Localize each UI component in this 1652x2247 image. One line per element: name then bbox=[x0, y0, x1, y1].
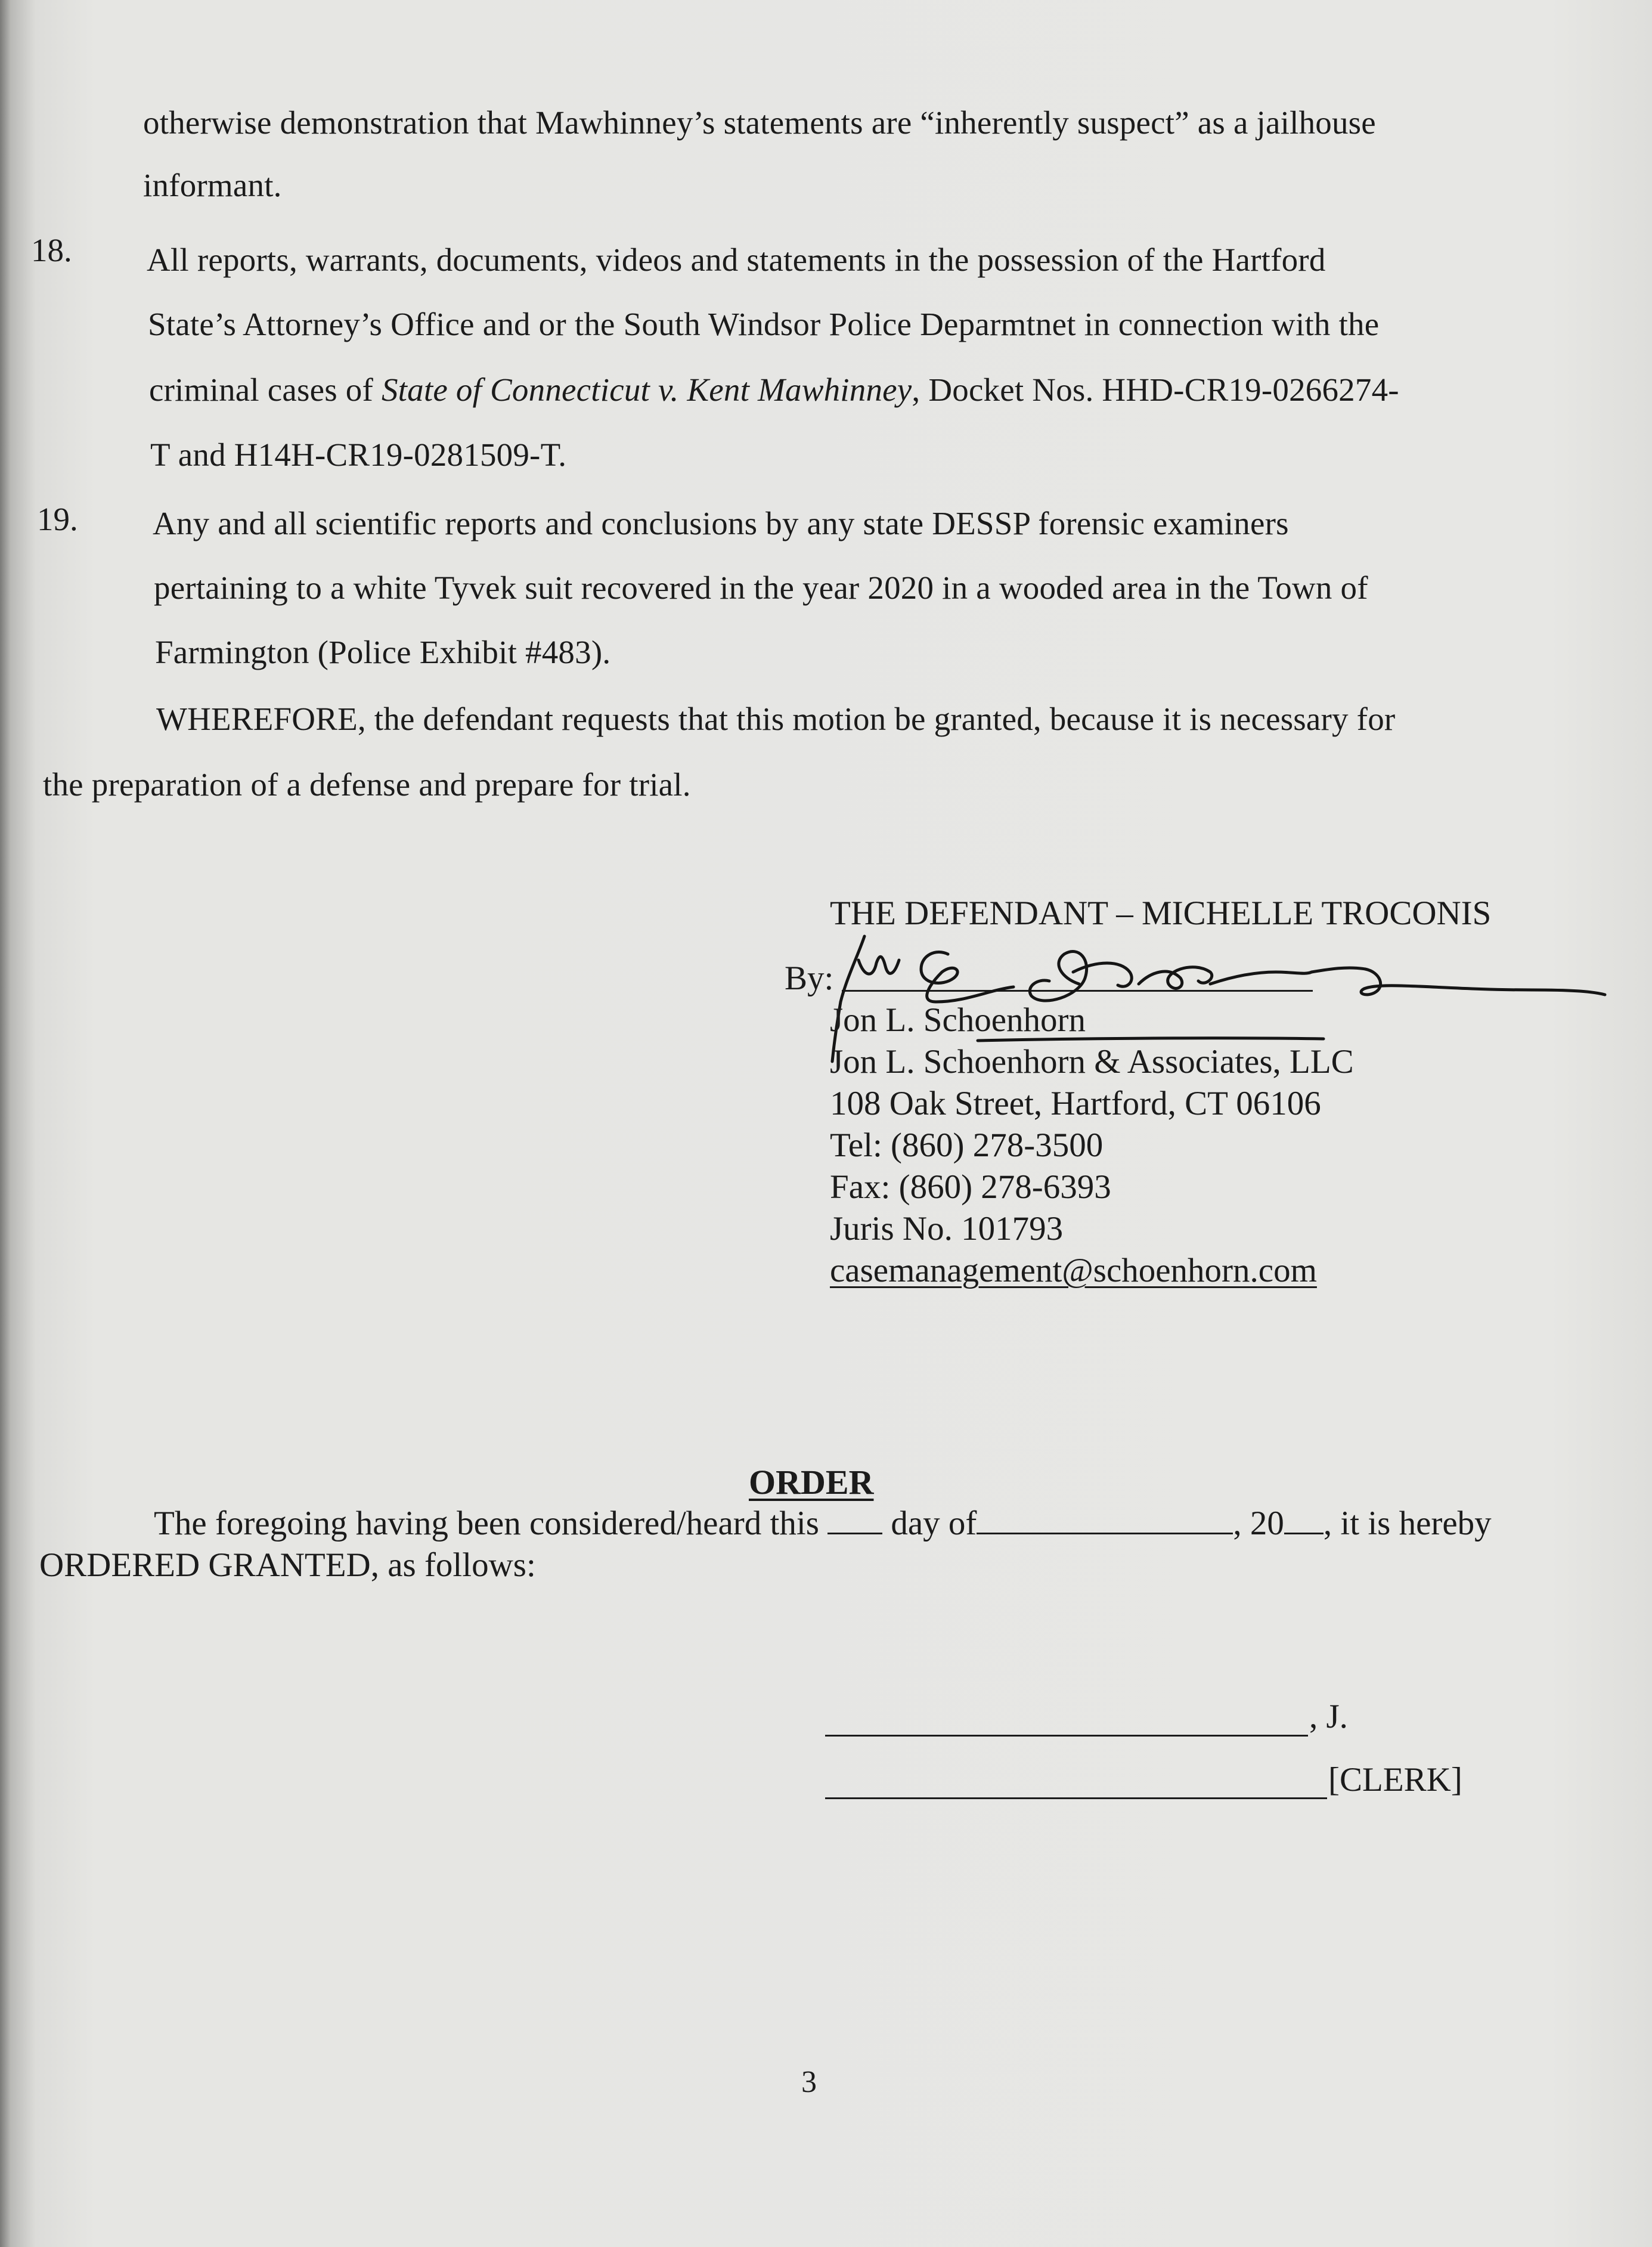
firm-address: 108 Oak Street, Hartford, CT 06106 bbox=[830, 1085, 1321, 1122]
item-18-line-3-prefix: criminal cases of bbox=[149, 372, 382, 408]
firm-fax: Fax: (860) 278-6393 bbox=[830, 1168, 1111, 1206]
item-18-line-2: State’s Attorney’s Office and or the South Windsor Police Deparmtnet in connection with the bbox=[148, 306, 1380, 342]
attorney-name: Jon L. Schoenhorn bbox=[830, 1001, 1086, 1039]
item-19-number: 19. bbox=[37, 501, 78, 537]
juris-number: Juris No. 101793 bbox=[830, 1210, 1064, 1248]
page-number: 3 bbox=[801, 2065, 817, 2099]
item-19-line-2: pertaining to a white Tyvek suit recovered in the year 2020 in a wooded area in the Town of bbox=[154, 570, 1368, 606]
order-line-1 bbox=[154, 1506, 1492, 1540]
item-18-line-1: All reports, warrants, documents, videos and statements in the possession of the Hartford bbox=[147, 242, 1326, 278]
wherefore-line-2: the preparation of a defense and prepare for trial. bbox=[43, 766, 691, 803]
month-blank bbox=[977, 1532, 1233, 1534]
order-text-2: day of bbox=[891, 1505, 977, 1542]
firm-email-link[interactable]: casemanagement@schoenhorn.com bbox=[830, 1252, 1317, 1289]
order-text-4: , it is hereby bbox=[1323, 1505, 1492, 1542]
order-text-3: , 20 bbox=[1233, 1505, 1284, 1542]
continuation-line-2: informant. bbox=[143, 167, 282, 203]
firm-phone: Tel: (860) 278-3500 bbox=[830, 1126, 1104, 1164]
item-18-line-3 bbox=[149, 373, 1399, 406]
clerk-label: [CLERK] bbox=[1328, 1761, 1462, 1799]
judge-suffix: , J. bbox=[1309, 1698, 1348, 1735]
order-line-2: ORDERED GRANTED, as follows: bbox=[39, 1546, 536, 1584]
item-19-line-1: Any and all scientific reports and conclusions by any state DESSP forensic examiners bbox=[153, 505, 1289, 541]
firm-name: Jon L. Schoenhorn & Associates, LLC bbox=[830, 1043, 1354, 1081]
order-text-1: The foregoing having been considered/heard this bbox=[154, 1505, 819, 1542]
order-heading: ORDER bbox=[749, 1463, 874, 1502]
item-18-line-4: T and H14H-CR19-0281509-T. bbox=[150, 437, 567, 473]
handwritten-signature bbox=[799, 889, 1610, 1067]
clerk-signature-line bbox=[825, 1797, 1327, 1799]
by-label: By: bbox=[785, 960, 834, 997]
item-18-line-3-suffix: , Docket Nos. HHD-CR19-0266274- bbox=[912, 372, 1399, 408]
defendant-heading: THE DEFENDANT – MICHELLE TROCONIS bbox=[830, 895, 1492, 932]
day-blank bbox=[827, 1532, 882, 1534]
case-caption: State of Connecticut v. Kent Mawhinney bbox=[381, 372, 912, 408]
item-19-line-3: Farmington (Police Exhibit #483). bbox=[155, 634, 611, 670]
item-18-number: 18. bbox=[31, 232, 72, 268]
year-blank bbox=[1284, 1532, 1324, 1534]
continuation-line-1: otherwise demonstration that Mawhinney’s statements are “inherently suspect” as a jailhouse bbox=[143, 104, 1376, 141]
wherefore-line-1: WHEREFORE, the defendant requests that this motion be granted, because it is necessary for bbox=[156, 701, 1396, 737]
judge-signature-line bbox=[825, 1735, 1308, 1737]
